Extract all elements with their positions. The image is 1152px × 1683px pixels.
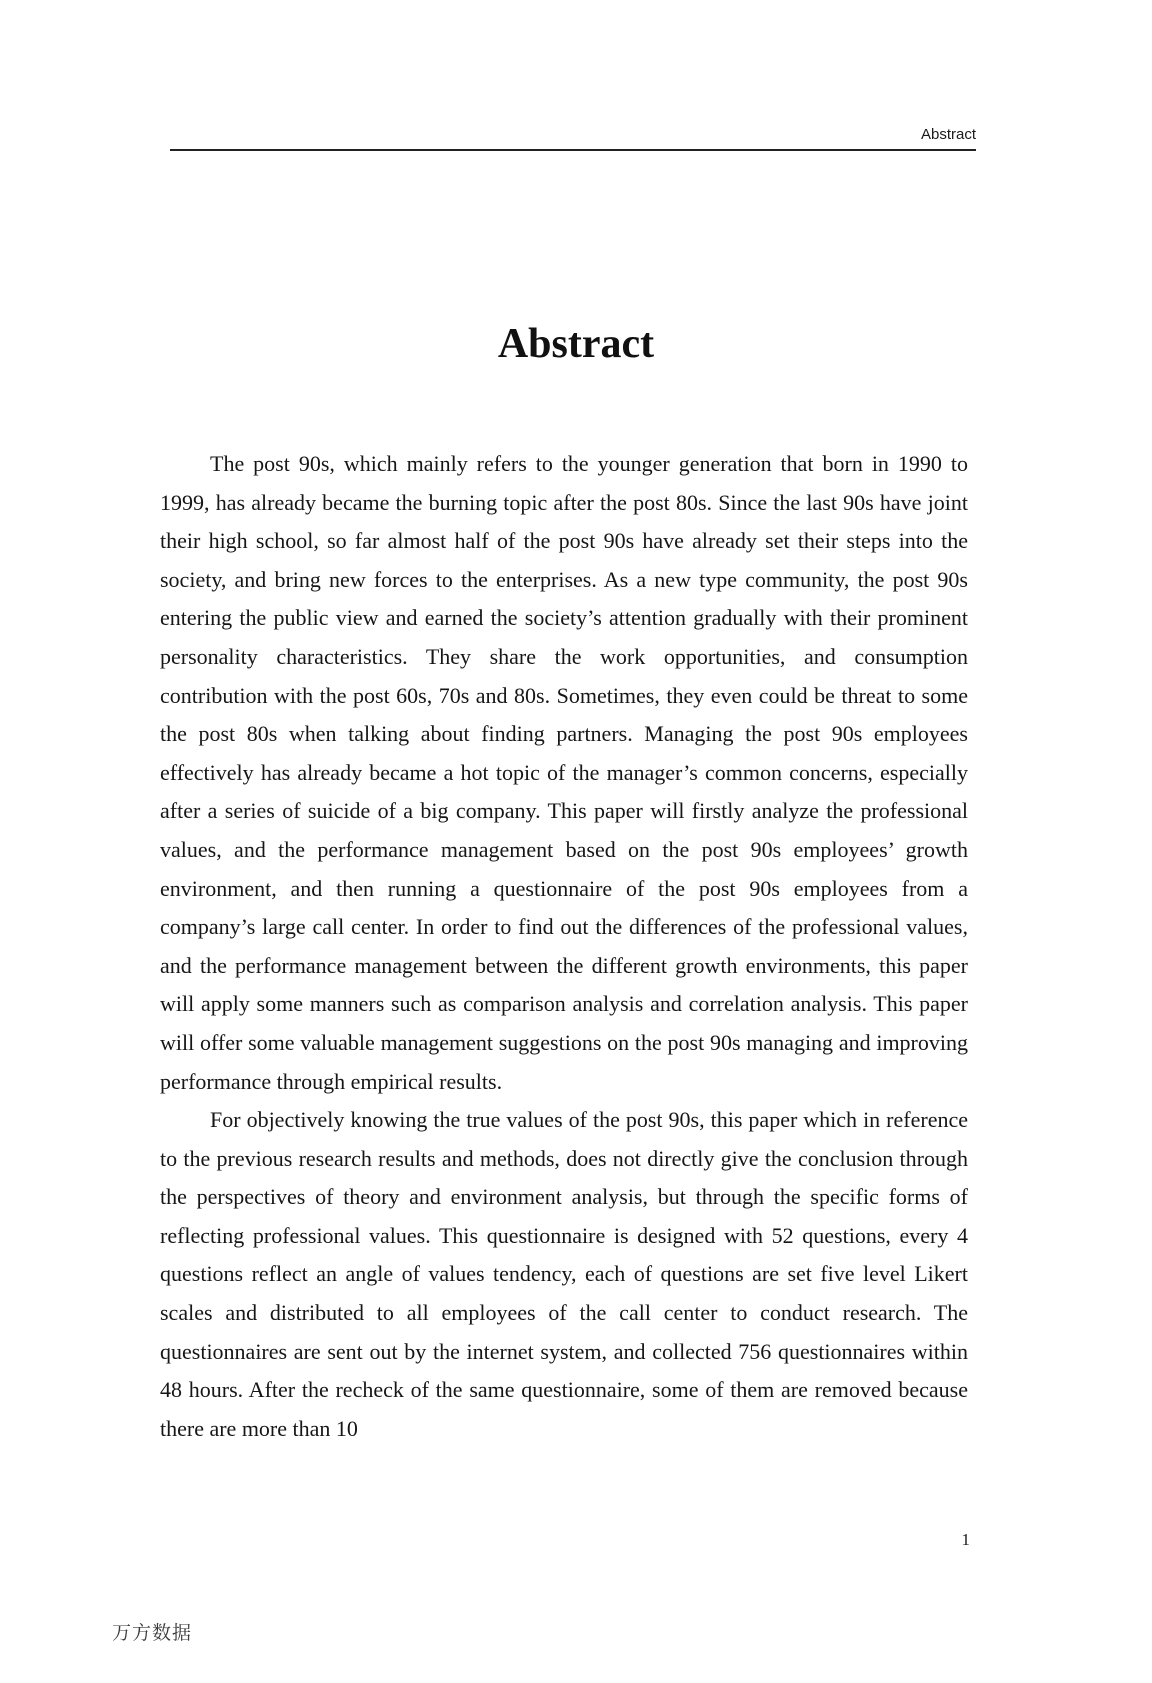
page-title: Abstract — [497, 321, 655, 367]
source-watermark: 万方数据 — [112, 1622, 193, 1644]
paragraph-1: The post 90s, which mainly refers to the younger generation that born in 1990 to 1999, has already became the burning topic after the post 80s. Since the last 90s have joint their high school, so far almost half of the post 90s have already set their steps into the society, and bring new forces to the enterprises. As a new type community, the post 90s entering the public view and earned the society’s attention gradually with their prominent personality characteristics. They share the work opportunities, and consumption contribution with the post 60s, 70s and 80s. Sometimes, they even could be threat to some the post 80s when talking about finding partners. Managing the post 90s employees effectively has already became a hot topic of the manager’s common concerns, especially after a series of suicide of a big company. This paper will firstly analyze the professional values, and the performance management based on the post 90s employees’ growth environment, and then running a questionnaire of the post 90s employees from a company’s large call center. In order to find out the differences of the professional values, and the performance management between the different growth environments, this paper will apply some manners such as comparison analysis and correlation analysis. This paper will offer some valuable management suggestions on the post 90s managing and improving performance through empirical results. — [160, 451, 968, 1094]
running-header: Abstract — [920, 126, 976, 143]
header-rule — [170, 149, 976, 151]
page-number: 1 — [961, 1530, 970, 1549]
abstract-body — [160, 445, 968, 1448]
paragraph-2: For objectively knowing the true values of the post 90s, this paper which in reference to the previous research results and methods, does not directly give the conclusion through the perspectives of theory and environment analysis, but through the specific forms of reflecting professional values. This questionnaire is designed with 52 questions, every 4 questions reflect an angle of values tendency, each of questions are set five level Likert scales and distributed to all employees of the call center to conduct research. The questionnaires are sent out by the internet system, and collected 756 questionnaires within 48 hours. After the recheck of the same questionnaire, some of them are removed because there are more than 10 — [160, 1107, 968, 1441]
